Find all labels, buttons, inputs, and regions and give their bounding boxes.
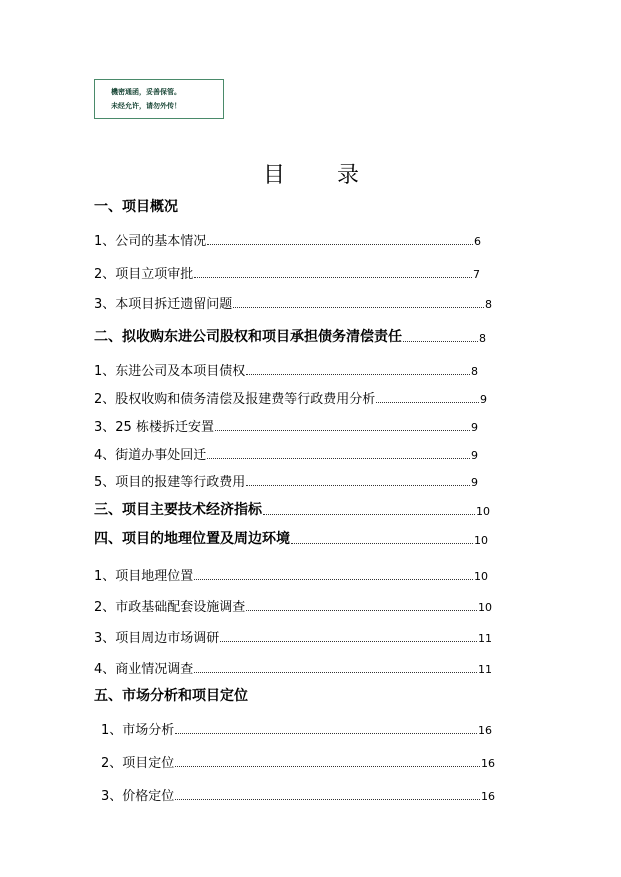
dot-leader [376,402,479,403]
toc-page-number: 9 [471,421,478,434]
toc-entry[interactable] [94,564,488,584]
dot-leader [194,579,473,580]
dot-leader [194,672,477,673]
toc-entry-text: 五、市场分析和项目定位 [94,688,248,704]
toc-page-number: 11 [478,632,492,645]
toc-page-number: 10 [474,570,488,583]
toc-entry-text: 3、价格定位 [101,789,175,804]
toc-section-5[interactable] [94,685,314,705]
toc-page-number: 16 [478,724,492,737]
toc-entry-text: 1、公司的基本情况 [94,234,207,249]
toc-entry[interactable] [94,657,492,677]
toc-entry-text: 二、拟收购东进公司股权和项目承担债务清偿责任 [94,329,402,345]
toc-entry[interactable] [94,292,492,312]
toc-page-number: 10 [476,505,490,518]
toc-page-number: 10 [478,601,492,614]
toc-section-4[interactable] [94,528,488,548]
toc-entry[interactable] [101,784,495,804]
toc-entry[interactable] [101,751,495,771]
toc-page-number: 9 [471,476,478,489]
toc-page-number: 8 [471,365,478,378]
toc-entry-text: 1、项目地理位置 [94,569,194,584]
toc-page-number: 16 [481,790,495,803]
toc-entry[interactable] [94,359,478,379]
toc-entry[interactable] [94,443,478,463]
notice-line-2: 未经允许，请勿外传！ [111,102,181,110]
toc-page-number: 9 [480,393,487,406]
dot-leader [207,458,470,459]
title-char-1: 目 [263,163,286,188]
toc-entry[interactable] [94,626,492,646]
toc-page-number: 8 [485,298,492,311]
toc-page-number: 9 [471,449,478,462]
toc-section-3[interactable] [94,499,490,519]
dot-leader [194,277,472,278]
toc-entry-text: 1、东进公司及本项目债权 [94,364,246,379]
toc-entry[interactable] [94,415,478,435]
dot-leader [175,766,480,767]
dot-leader [175,733,477,734]
toc-entry-text: 3、项目周边市场调研 [94,631,220,646]
dot-leader [220,641,477,642]
toc-entry-text: 5、项目的报建等行政费用 [94,475,246,490]
page-title [263,158,359,189]
toc-entry[interactable] [94,470,478,490]
toc-entry-text: 3、本项目拆迁遗留问题 [94,297,233,312]
toc-entry-text: 4、街道办事处回迁 [94,448,207,463]
dot-leader [233,307,484,308]
toc-entry-text: 2、市政基础配套设施调查 [94,600,246,615]
toc-entry-text: 一、项目概况 [94,199,178,215]
dot-leader [246,610,477,611]
toc-section-2[interactable] [94,326,486,346]
dot-leader [215,430,470,431]
toc-entry-text: 2、项目立项审批 [94,267,194,282]
toc-page-number: 11 [478,663,492,676]
toc-entry-text: 三、项目主要技术经济指标 [94,502,262,518]
toc-entry-text: 1、市场分析 [101,723,175,738]
dot-leader [263,514,475,515]
dot-leader [246,374,470,375]
toc-section-1[interactable] [94,196,294,216]
toc-entry-text: 2、股权收购和债务清偿及报建费等行政费用分析 [94,392,376,407]
toc-entry-text: 4、商业情况调查 [94,662,194,677]
toc-page-number: 7 [473,268,480,281]
toc-entry[interactable] [94,229,481,249]
dot-leader [246,485,470,486]
dot-leader [207,244,473,245]
notice-line-1: 機密通函，妥善保管。 [111,88,181,96]
confidential-notice-box [94,79,224,119]
dot-leader [175,799,480,800]
dot-leader [291,543,473,544]
title-char-2: 录 [337,163,360,188]
dot-leader [403,341,478,342]
toc-entry-text: 四、项目的地理位置及周边环境 [94,531,290,547]
toc-entry-text: 3、25 栋楼拆迁安置 [94,420,214,435]
toc-page-number: 6 [474,235,481,248]
toc-entry[interactable] [94,595,492,615]
toc-entry[interactable] [94,387,487,407]
toc-page-number: 16 [481,757,495,770]
toc-entry-text: 2、项目定位 [101,756,175,771]
toc-page-number: 10 [474,534,488,547]
toc-entry[interactable] [94,262,480,282]
toc-page-number: 8 [479,332,486,345]
toc-entry[interactable] [101,718,492,738]
